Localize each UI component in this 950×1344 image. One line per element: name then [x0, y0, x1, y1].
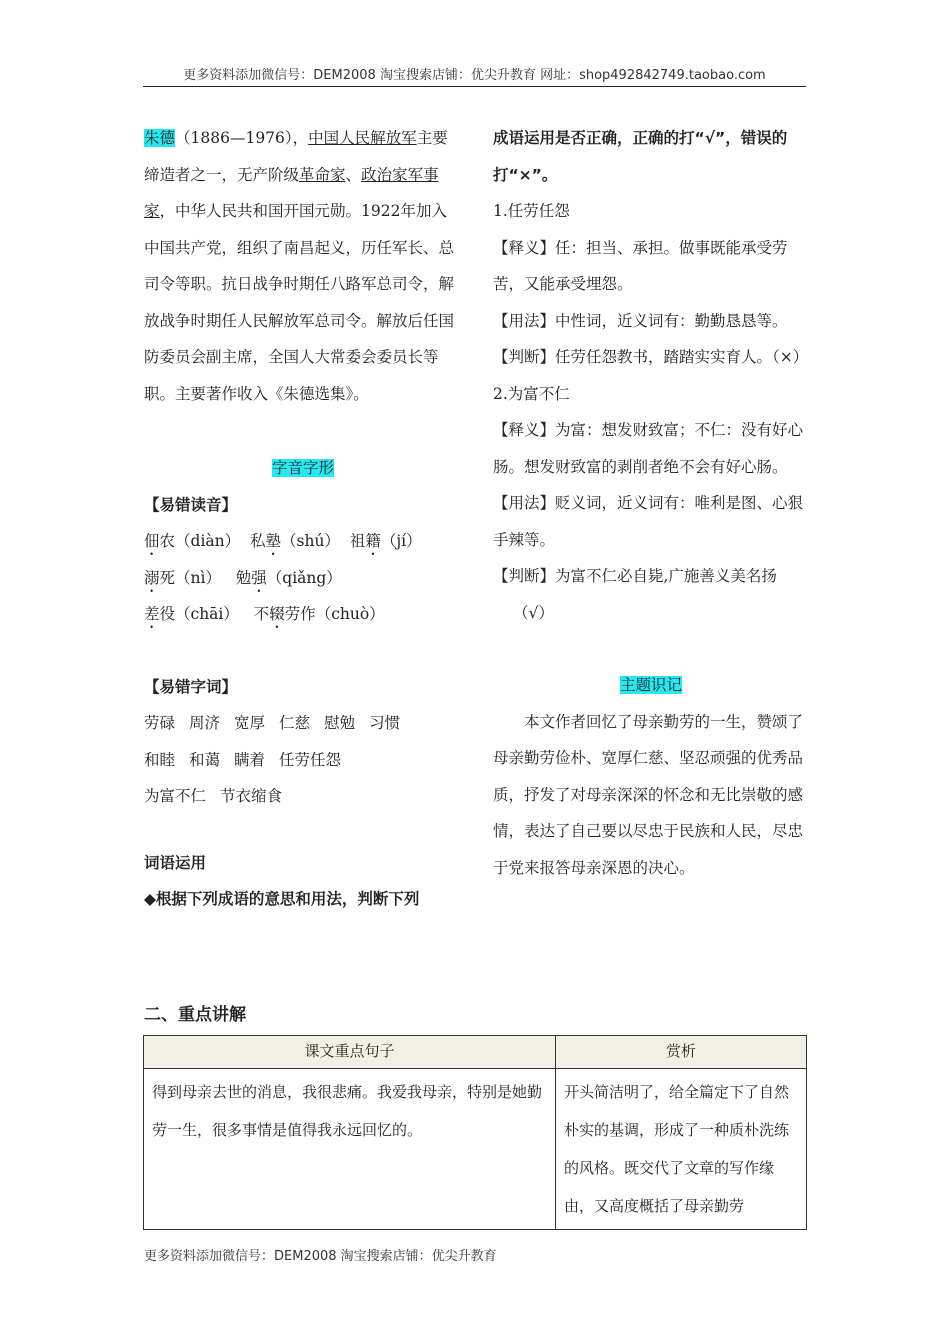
pron-char: 佃: [144, 532, 160, 550]
page-header: 更多资料添加微信号：DEM2008 淘宝搜索店铺：优尖升教育 网址：shop492842749.taobao.com: [143, 64, 806, 87]
word: 宽厚: [234, 714, 266, 732]
word-row-3: [144, 778, 462, 815]
pron-reading: 劳作（chuò）: [284, 605, 385, 623]
pron-reading: 役（chāi）: [159, 605, 239, 623]
word: 劳碌: [144, 714, 176, 732]
pron-row-3: [144, 596, 462, 633]
right-column: [493, 120, 809, 886]
pron-reading: （jí）: [380, 532, 422, 550]
word: 和蔼: [189, 750, 221, 769]
table-cell-analysis: 开头简洁明了，给全篇定下了自然朴实的基调，形成了一种质朴洗练的风格。既交代了文章的写作缘由，又高度概括了母亲勤劳: [556, 1069, 807, 1230]
theme-title-row: [493, 667, 809, 704]
page-footer: 更多资料添加微信号：DEM2008 淘宝搜索店铺：优尖升教育: [144, 1249, 497, 1264]
author-name: 朱德: [144, 129, 176, 147]
word-row-1: [144, 705, 462, 742]
word: 瞒着: [234, 750, 266, 769]
pron-reading: （shú）: [281, 532, 340, 550]
word: 节衣缩食: [220, 787, 283, 805]
pron-char: 塾: [265, 532, 282, 550]
pron-row-1: [144, 523, 462, 560]
pron-char: 私: [249, 532, 266, 550]
pron-reading: 死（nì）: [159, 568, 221, 587]
word: 仁慈: [279, 714, 311, 732]
idiom-1-def: 【释义】任：担当、承担。做事既能承受劳苦，又能承受埋怨。: [493, 238, 788, 293]
pron-char: 祖: [349, 532, 366, 550]
idiom-2-answer: （√）: [513, 603, 554, 622]
pron-title: 【易错读音】: [144, 495, 238, 514]
table-cell-sentence: 得到母亲去世的消息，我很悲痛。我爱我母亲，特别是她勤劳一生，很多事情是值得我永远回忆的。: [144, 1069, 556, 1230]
word: 周济: [189, 714, 221, 732]
yunyong-title: 词语运用: [144, 853, 207, 872]
word-title: 【易错字词】: [144, 677, 238, 696]
link-army: 中国人民解放军: [308, 129, 417, 147]
idiom-2-use: 【用法】贬义词，近义词有：唯利是图、心狠手辣等。: [493, 494, 804, 549]
word: 和睦: [144, 750, 176, 769]
pron-reading: （qiǎng）: [266, 568, 342, 587]
theme-text-a: 本文作者回忆了母亲勤劳的一生，赞颂了母亲勤劳俭朴、宽厚仁慈、坚忍顽强的优秀品: [493, 712, 804, 767]
pron-char: 溺: [144, 568, 160, 587]
left-column: [144, 120, 462, 918]
pron-char: 勉: [235, 568, 252, 587]
idiom-2-judge: 【判断】为富不仁必自毙,广施善义美名扬: [493, 567, 777, 585]
task-text: ◆根据下列成语的意思和用法，判断下列: [144, 890, 420, 908]
word-row-2: [144, 742, 462, 779]
link-mil: 军事家: [144, 165, 439, 220]
link-pol: 政治家: [361, 165, 408, 184]
pron-reading: 农（diàn）: [159, 532, 241, 550]
idiom-1-use: 【用法】中性词，近义词有：勤勤恳恳等。: [493, 311, 788, 330]
author-intro: [144, 120, 462, 412]
intro-text: 主要缔造者之一，无产阶级: [144, 129, 448, 184]
intro-text: （1886—1976），: [175, 129, 309, 147]
idiom-2-def: 【释义】为富：想发财致富；不仁：没有好心肠。想发财致富的剥削者绝不会有好心肠。: [493, 421, 804, 476]
pron-char: 籍: [365, 532, 381, 550]
analysis-table: [143, 1035, 807, 1230]
intro-text: ，中华人民共和国开国元勋。1922年加入中国共产党，组织了南昌起义，历任军长、总司令等职。抗日战争时期任八路军总司令，解放战争时期任人民解放军总司令。解放后任国防委员会副主席，全国人大常委会委员长等职。主要著作收入《朱德选集》。: [144, 202, 455, 403]
word: 任劳任怨: [279, 750, 342, 769]
table-row: [144, 1069, 807, 1230]
task-cont: 成语运用是否正确，正确的打“√”，错误的打“×”。: [493, 129, 788, 184]
word: 习惯: [369, 714, 401, 732]
idiom-1: 1.任劳任怨: [493, 202, 570, 220]
table-header-2: 赏析: [556, 1036, 807, 1069]
word: 为富不仁: [144, 787, 207, 805]
zizhi-title-row: [144, 450, 462, 487]
table-header-1: 课文重点句子: [144, 1036, 556, 1069]
link-rev: 革命家: [299, 165, 346, 184]
pron-char: 辍: [269, 605, 285, 623]
pron-char: 差: [144, 605, 160, 623]
intro-sep: 、: [345, 165, 362, 184]
pron-row-2: [144, 560, 462, 597]
word: 慰勉: [324, 714, 356, 732]
idiom-1-judge: 【判断】任劳任怨教书，踏踏实实育人。（×）: [493, 348, 809, 366]
pron-char: 不: [253, 605, 270, 623]
section-title: 二、重点讲解: [144, 1005, 246, 1025]
pron-char: 强: [251, 568, 267, 587]
theme-text-b: 质，抒发了对母亲深深的怀念和无比崇敬的感情，表达了自己要以尽忠于民族和人民，尽忠于党来报答母亲深恩的决心。: [493, 785, 804, 877]
theme-title: 主题识记: [619, 676, 682, 694]
idiom-2: 2.为富不仁: [493, 384, 570, 403]
zizhi-title: 字音字形: [271, 459, 334, 477]
